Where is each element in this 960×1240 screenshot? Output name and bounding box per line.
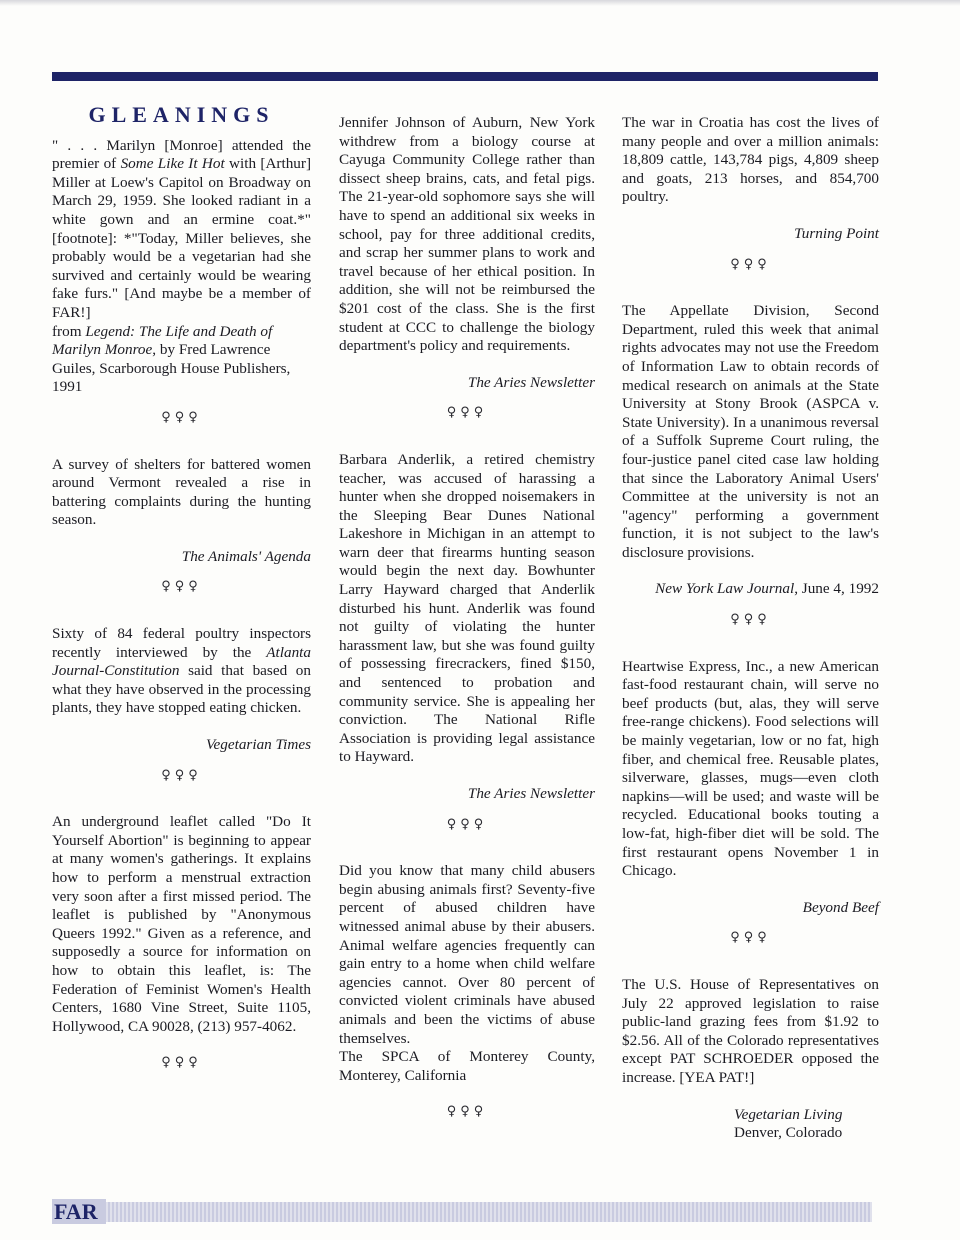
article-jennifer-johnson: Jennifer Johnson of Auburn, New York withdrew from a biology course at Cayuga Community College rather than dissect sheep brains, cats, and fetal pigs. The 21-year-old sophomore says she will have to spend an additional six weeks in school, pay for three additional credits, and scrap her summer plans to work and travel because of her ethical position. In addition, she will not be reimbursed the $201 cost of the class. She is the first student at CCC to challenge the biology department's policy and requirements.	[339, 114, 595, 355]
article-poultry-inspectors: Sixty of 84 federal poultry inspectors recently interviewed by the Atlanta Journal-Constitution said that based on what they have observed in the processing plants, they have stopped eating chicken.	[52, 625, 311, 717]
separator-icon: ♀♀♀	[161, 409, 202, 425]
separator-icon: ♀♀♀	[161, 767, 202, 783]
article-marilyn: " . . . Marilyn [Monroe] attended the premier of Some Like It Hot with [Arthur] Miller at Loew's Capitol on Broadway on March 29, 1959. She looked radiant in a white gown and an ermine coat.*" [footnote]: *"Today, Miller believes, she probably would be a vegetarian had she survived and certainly would be wearing fake furs." [And maybe be a member of FAR!]	[52, 136, 311, 321]
header-rule	[52, 72, 878, 81]
article-poultry-source: Vegetarian Times	[205, 736, 311, 754]
article-jennifer-source: The Aries Newsletter	[467, 373, 595, 391]
separator-icon: ♀♀♀	[161, 579, 202, 595]
footer-label: FAR	[52, 1199, 106, 1224]
separator-icon: ♀♀♀	[161, 1055, 202, 1071]
column-1	[52, 102, 311, 1101]
separator-icon: ♀♀♀	[446, 1104, 488, 1120]
article-appellate-source: New York Law Journal, June 4, 1992	[655, 580, 879, 598]
article-child-abusers: Did you know that many child abusers begin abusing animals first? Seventy-five percent of abused children have witnessed animal abuse by their abusers. Animal welfare agencies frequently can gain entry to a home when child welfare agencies cannot. Over 80 percent of convicted violent criminals have abused animals and been the victims of abuse themselves.	[339, 862, 595, 1047]
separator-icon: ♀♀♀	[446, 816, 488, 832]
separator-icon: ♀♀♀	[730, 930, 771, 946]
article-croatia-source: Turning Point	[794, 224, 879, 242]
page-title: GLEANINGS	[88, 102, 275, 127]
separator-icon: ♀♀♀	[730, 612, 771, 628]
article-croatia: The war in Croatia has cost the lives of many people and over a million animals: 18,809 cattle, 143,784 pigs, 4,809 sheep and goats, 213 horses, and 854,700 poultry.	[622, 114, 879, 206]
article-marilyn-source: from Legend: The Life and Death of Marilyn Monroe, by Fred Lawrence Guiles, Scarborough House Publishers, 1991	[52, 322, 291, 396]
article-anderlik: Barbara Anderlik, a retired chemistry teacher, was accused of harassing a hunter when she dropped noisemakers in the Sleeping Bear Dunes National Lakeshore in Michigan in an attempt to warn deer that firearms hunting season would begin the next day. Bowhunter Larry Hayward charged that Anderlik disturbed his hunt. Anderlik was found not guilty of violating the hunter harassment law, but she was found guilty of possessing firecrackers, fined $150, and sentenced to probation and community service. She is appealing her conviction. The National Rifle Association is providing legal assistance to Hayward.	[339, 450, 595, 766]
article-heartwise-source: Beyond Beef	[802, 898, 879, 916]
article-appellate: The Appellate Division, Second Department, ruled this week that animal rights advocates may not use the Freedom of Information Law to obtain records of medical research on animals at the State University at Stony Brook (ASPCA v. State University). In a unanimous reversal of a Suffolk Supreme Court ruling, the four-justice panel cited case law holding that since the Laboratory Animal Users' Committee at the university is not an "agency" performing a government function, it is not subject to the law's disclosure provisions.	[622, 302, 879, 561]
article-grazing-source: Vegetarian Living Denver, Colorado	[734, 1105, 843, 1142]
article-child-abusers-source: The SPCA of Monterey County, Monterey, California	[339, 1048, 595, 1084]
separator-icon: ♀♀♀	[730, 256, 771, 272]
article-grazing-fees: The U.S. House of Representatives on July 22 approved legislation to raise public-land grazing fees from $1.92 to $2.56. All of the Colorado representatives except PAT SCHROEDER opposed the increase. [YEA PAT!]	[622, 975, 879, 1086]
page-top-edge	[0, 0, 960, 6]
column-2	[339, 114, 595, 1150]
column-3	[622, 114, 879, 1143]
footer-bar	[52, 1202, 872, 1222]
article-anderlik-source: The Aries Newsletter	[467, 785, 595, 802]
separator-icon: ♀♀♀	[446, 405, 488, 421]
article-vermont-source: The Animals' Agenda	[181, 547, 311, 565]
article-heartwise: Heartwise Express, Inc., a new American fast-food restaurant chain, will serve no beef products (but, alas, they will serve free-range chickens). Food selections will be mainly vegetarian, low or no fat, high fiber, and chemical free. Reusable plates, silverware, glasses, mugs—even cloth napkins—will be used; and waste will be recycled. Educational books touting a low-fat, high-fiber diet will be sold. The first restaurant opens November 1 in Chicago.	[622, 657, 879, 880]
article-vermont-shelters: A survey of shelters for battered women around Vermont revealed a rise in battering complaints during the hunting season.	[52, 455, 311, 529]
article-leaflet: An underground leaflet called "Do It Yourself Abortion" is beginning to appear at many women's gatherings. It explains how to perform a menstrual extraction very soon after a first missed period. The leaflet is published by "Anonymous Queers 1992." Given as a reference, and supposedly a source for information on how to obtain this leaflet, is: The Federation of Feminist Women's Health Centers, 1680 Vine Street, Suite 1105, Hollywood, CA 90028, (213) 957-4062.	[52, 813, 311, 1035]
